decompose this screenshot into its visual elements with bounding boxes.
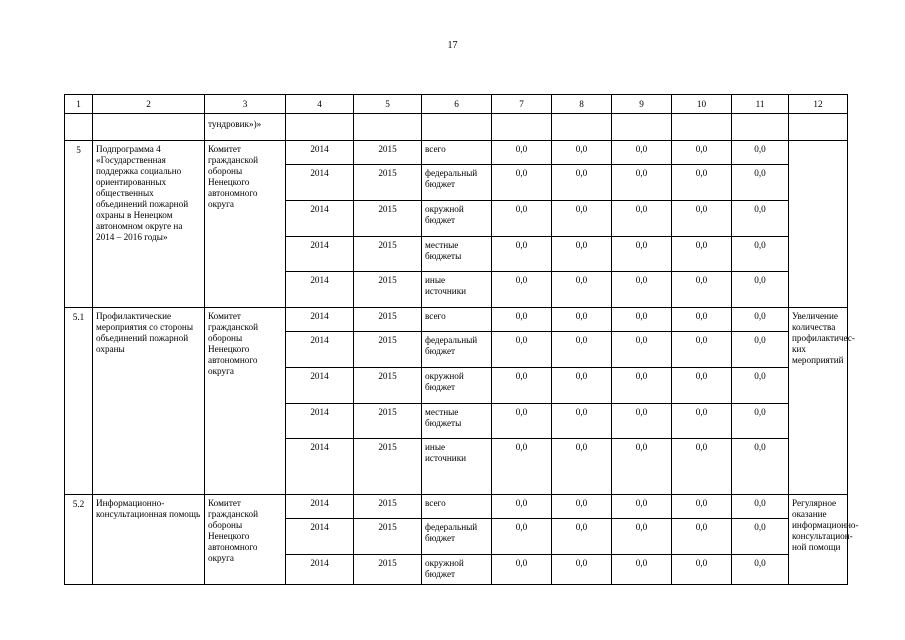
amount-cell: 0,0 <box>552 141 612 165</box>
year-start: 2014 <box>286 404 354 439</box>
amount-cell: 0,0 <box>612 495 672 519</box>
amount-cell: 0,0 <box>732 495 789 519</box>
funding-source: окружной бюджет <box>422 555 492 585</box>
amount-cell: 0,0 <box>672 201 732 237</box>
amount-cell: 0,0 <box>612 519 672 555</box>
header-cell: 11 <box>732 95 789 114</box>
empty-cell <box>286 114 354 141</box>
row-number: 5.2 <box>65 495 93 585</box>
amount-cell: 0,0 <box>672 555 732 585</box>
amount-cell: 0,0 <box>612 308 672 332</box>
year-start: 2014 <box>286 201 354 237</box>
amount-cell: 0,0 <box>672 439 732 495</box>
amount-cell: 0,0 <box>732 332 789 368</box>
header-cell: 7 <box>492 95 552 114</box>
funding-source: местные бюджеты <box>422 404 492 439</box>
amount-cell: 0,0 <box>672 368 732 404</box>
amount-cell: 0,0 <box>732 404 789 439</box>
header-cell: 9 <box>612 95 672 114</box>
amount-cell: 0,0 <box>612 165 672 201</box>
year-start: 2014 <box>286 495 354 519</box>
table-row <box>65 495 848 519</box>
amount-cell: 0,0 <box>492 368 552 404</box>
amount-cell: 0,0 <box>672 237 732 272</box>
year-start: 2014 <box>286 439 354 495</box>
amount-cell: 0,0 <box>552 555 612 585</box>
header-cell: 8 <box>552 95 612 114</box>
amount-cell: 0,0 <box>612 404 672 439</box>
year-end: 2015 <box>354 237 422 272</box>
table-row <box>65 141 848 165</box>
amount-cell: 0,0 <box>552 272 612 308</box>
amount-cell: 0,0 <box>492 332 552 368</box>
funding-source: всего <box>422 308 492 332</box>
expected-result: Регулярное оказание информационно-консультацион-ной помощи <box>789 495 848 585</box>
amount-cell: 0,0 <box>492 519 552 555</box>
amount-cell: 0,0 <box>552 201 612 237</box>
amount-cell: 0,0 <box>732 519 789 555</box>
amount-cell: 0,0 <box>732 308 789 332</box>
expected-result: Увеличение количества профилактичес-ких мероприятий <box>789 308 848 495</box>
year-start: 2014 <box>286 332 354 368</box>
empty-cell <box>672 114 732 141</box>
header-cell: 10 <box>672 95 732 114</box>
amount-cell: 0,0 <box>672 519 732 555</box>
year-end: 2015 <box>354 201 422 237</box>
amount-cell: 0,0 <box>612 237 672 272</box>
amount-cell: 0,0 <box>732 272 789 308</box>
funding-source: федеральный бюджет <box>422 519 492 555</box>
table-body <box>65 95 859 585</box>
amount-cell: 0,0 <box>732 201 789 237</box>
amount-cell: 0,0 <box>732 439 789 495</box>
year-start: 2014 <box>286 141 354 165</box>
amount-cell: 0,0 <box>492 308 552 332</box>
amount-cell: 0,0 <box>492 439 552 495</box>
amount-cell: 0,0 <box>672 141 732 165</box>
header-cell: 6 <box>422 95 492 114</box>
header-cell: 2 <box>93 95 205 114</box>
activity-name: Подпрограмма 4 «Государственная поддержка социально ориентированных общественных объединений пожарной охраны в Ненецком автономном округе на 2014 – 2016 годы» <box>93 141 205 308</box>
amount-cell: 0,0 <box>672 332 732 368</box>
year-end: 2015 <box>354 368 422 404</box>
funding-source: местные бюджеты <box>422 237 492 272</box>
amount-cell: 0,0 <box>732 237 789 272</box>
year-end: 2015 <box>354 308 422 332</box>
expected-result <box>789 141 848 308</box>
empty-cell <box>93 114 205 141</box>
header-row <box>65 95 848 114</box>
year-start: 2014 <box>286 555 354 585</box>
funding-source: окружной бюджет <box>422 201 492 237</box>
amount-cell: 0,0 <box>552 165 612 201</box>
amount-cell: 0,0 <box>552 332 612 368</box>
funding-source: всего <box>422 141 492 165</box>
amount-cell: 0,0 <box>612 368 672 404</box>
executor-name: Комитет гражданской обороны Ненецкого автономного округа <box>205 141 286 308</box>
amount-cell: 0,0 <box>492 272 552 308</box>
funding-source: федеральный бюджет <box>422 332 492 368</box>
executor-name: Комитет гражданской обороны Ненецкого автономного округа <box>205 495 286 585</box>
funding-source: иные источники <box>422 439 492 495</box>
amount-cell: 0,0 <box>732 141 789 165</box>
amount-cell: 0,0 <box>552 439 612 495</box>
empty-cell <box>612 114 672 141</box>
empty-cell <box>789 114 848 141</box>
year-end: 2015 <box>354 439 422 495</box>
empty-cell <box>65 114 93 141</box>
funding-source: федеральный бюджет <box>422 165 492 201</box>
amount-cell: 0,0 <box>732 368 789 404</box>
continuation-text: тундровик»)» <box>205 114 286 141</box>
amount-cell: 0,0 <box>612 555 672 585</box>
amount-cell: 0,0 <box>672 308 732 332</box>
amount-cell: 0,0 <box>552 519 612 555</box>
amount-cell: 0,0 <box>672 272 732 308</box>
year-start: 2014 <box>286 165 354 201</box>
amount-cell: 0,0 <box>732 555 789 585</box>
funding-source: всего <box>422 495 492 519</box>
empty-cell <box>732 114 789 141</box>
executor-name: Комитет гражданской обороны Ненецкого автономного округа <box>205 308 286 495</box>
activity-name: Профилактические мероприятия со стороны объединений пожарной охраны <box>93 308 205 495</box>
empty-cell <box>492 114 552 141</box>
year-end: 2015 <box>354 555 422 585</box>
year-end: 2015 <box>354 141 422 165</box>
amount-cell: 0,0 <box>552 404 612 439</box>
amount-cell: 0,0 <box>492 237 552 272</box>
year-start: 2014 <box>286 519 354 555</box>
year-end: 2015 <box>354 332 422 368</box>
amount-cell: 0,0 <box>672 404 732 439</box>
empty-cell <box>552 114 612 141</box>
header-cell: 4 <box>286 95 354 114</box>
amount-cell: 0,0 <box>492 165 552 201</box>
amount-cell: 0,0 <box>492 141 552 165</box>
amount-cell: 0,0 <box>672 495 732 519</box>
empty-cell <box>354 114 422 141</box>
row-number: 5.1 <box>65 308 93 495</box>
amount-cell: 0,0 <box>492 495 552 519</box>
amount-cell: 0,0 <box>552 368 612 404</box>
empty-cell <box>422 114 492 141</box>
year-start: 2014 <box>286 368 354 404</box>
year-start: 2014 <box>286 272 354 308</box>
year-end: 2015 <box>354 495 422 519</box>
row-number: 5 <box>65 141 93 308</box>
funding-source: иные источники <box>422 272 492 308</box>
year-end: 2015 <box>354 165 422 201</box>
amount-cell: 0,0 <box>612 201 672 237</box>
amount-cell: 0,0 <box>612 332 672 368</box>
header-cell: 5 <box>354 95 422 114</box>
header-cell: 1 <box>65 95 93 114</box>
header-cell: 12 <box>789 95 848 114</box>
year-end: 2015 <box>354 272 422 308</box>
activity-name: Информационно-консультационная помощь <box>93 495 205 585</box>
year-start: 2014 <box>286 308 354 332</box>
amount-cell: 0,0 <box>492 201 552 237</box>
amount-cell: 0,0 <box>612 141 672 165</box>
table-row <box>65 308 848 332</box>
budget-table <box>64 94 859 585</box>
page-number: 17 <box>447 40 458 51</box>
amount-cell: 0,0 <box>492 404 552 439</box>
amount-cell: 0,0 <box>552 308 612 332</box>
amount-cell: 0,0 <box>732 165 789 201</box>
amount-cell: 0,0 <box>612 272 672 308</box>
year-end: 2015 <box>354 519 422 555</box>
year-start: 2014 <box>286 237 354 272</box>
header-cell: 3 <box>205 95 286 114</box>
amount-cell: 0,0 <box>612 439 672 495</box>
amount-cell: 0,0 <box>672 165 732 201</box>
amount-cell: 0,0 <box>552 237 612 272</box>
amount-cell: 0,0 <box>552 495 612 519</box>
funding-source: окружной бюджет <box>422 368 492 404</box>
year-end: 2015 <box>354 404 422 439</box>
amount-cell: 0,0 <box>492 555 552 585</box>
continuation-row <box>65 114 848 141</box>
